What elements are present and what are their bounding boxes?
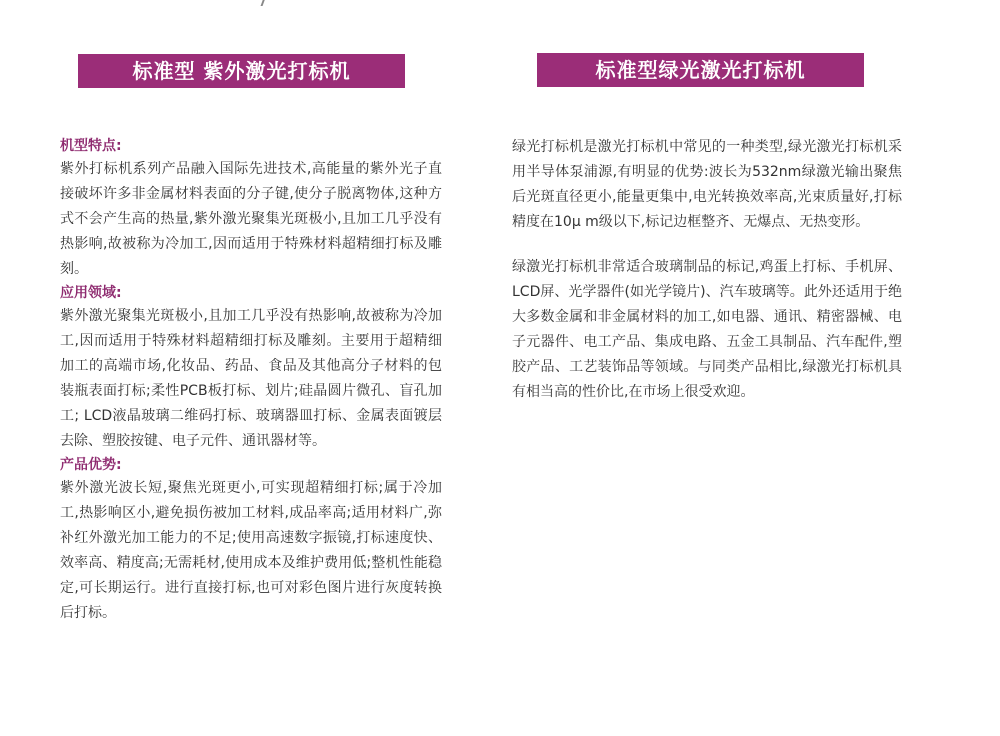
green-laser-description (512, 135, 902, 405)
paragraph-applications: 绿激光打标机非常适合玻璃制品的标记,鸡蛋上打标、手机屏、LCD屏、光学器件(如光学镜片)、汽车玻璃等。此外还适用于绝大多数金属和非金属材料的加工,如电器、通讯、精密器械、电子元器件、电工产品、集成电路、五金工具制品、汽车配件,塑胶产品、工艺装饰品等领域。与同类产品相比,绿激光打标机具有相当高的性价比,在市场上很受欢迎。 (512, 259, 902, 400)
section-text-features: 紫外打标机系列产品融入国际先进技术,高能量的紫外光子直接破坏许多非金属材料表面的分子键,使分子脱离物体,这种方式不会产生高的热量,紫外激光聚集光斑极小,且加工几乎没有热影响,故被称为冷加工,因而适用于特殊材料超精细打标及雕刻。 (60, 161, 442, 277)
section-heading-advantages: 产品优势: (60, 457, 122, 473)
uv-laser-description (60, 135, 442, 626)
paragraph-overview: 绿光打标机是激光打标机中常见的一种类型,绿光激光打标机采用半导体泵浦源,有明显的优势:波长为532nm绿激光输出聚焦后光斑直径更小,能量更集中,电光转换效率高,光束质量好,打标精度在10μ m级以下,标记边框整齐、无爆点、无热变形。 (512, 139, 902, 230)
section-text-applications: 紫外激光聚集光斑极小,且加工几乎没有热影响,故被称为冷加工,因而适用于特殊材料超精细打标及雕刻。主要用于超精细加工的高端市场,化妆品、药品、食品及其他高分子材料的包装瓶表面打标;柔性PCB板打标、划片;硅晶圆片微孔、盲孔加工; LCD液晶玻璃二维码打标、玻璃器皿打标、金属表面镀层去除、塑胶按键、电子元件、通讯器材等。 (60, 308, 442, 449)
right-title-banner: 标准型绿光激光打标机 (537, 53, 864, 87)
section-heading-applications: 应用领域: (60, 285, 122, 301)
left-title-banner: 标准型 紫外激光打标机 (78, 54, 405, 88)
decorative-mark (261, 0, 266, 6)
section-text-advantages: 紫外激光波长短,聚焦光斑更小,可实现超精细打标;属于冷加工,热影响区小,避免损伤被加工材料,成品率高;适用材料广,弥补红外激光加工能力的不足;使用高速数字振镜,打标速度快、效率高、精度高;无需耗材,使用成本及维护费用低;整机性能稳定,可长期运行。进行直接打标,也可对彩色图片进行灰度转换后打标。 (60, 480, 442, 621)
section-heading-features: 机型特点: (60, 138, 122, 154)
